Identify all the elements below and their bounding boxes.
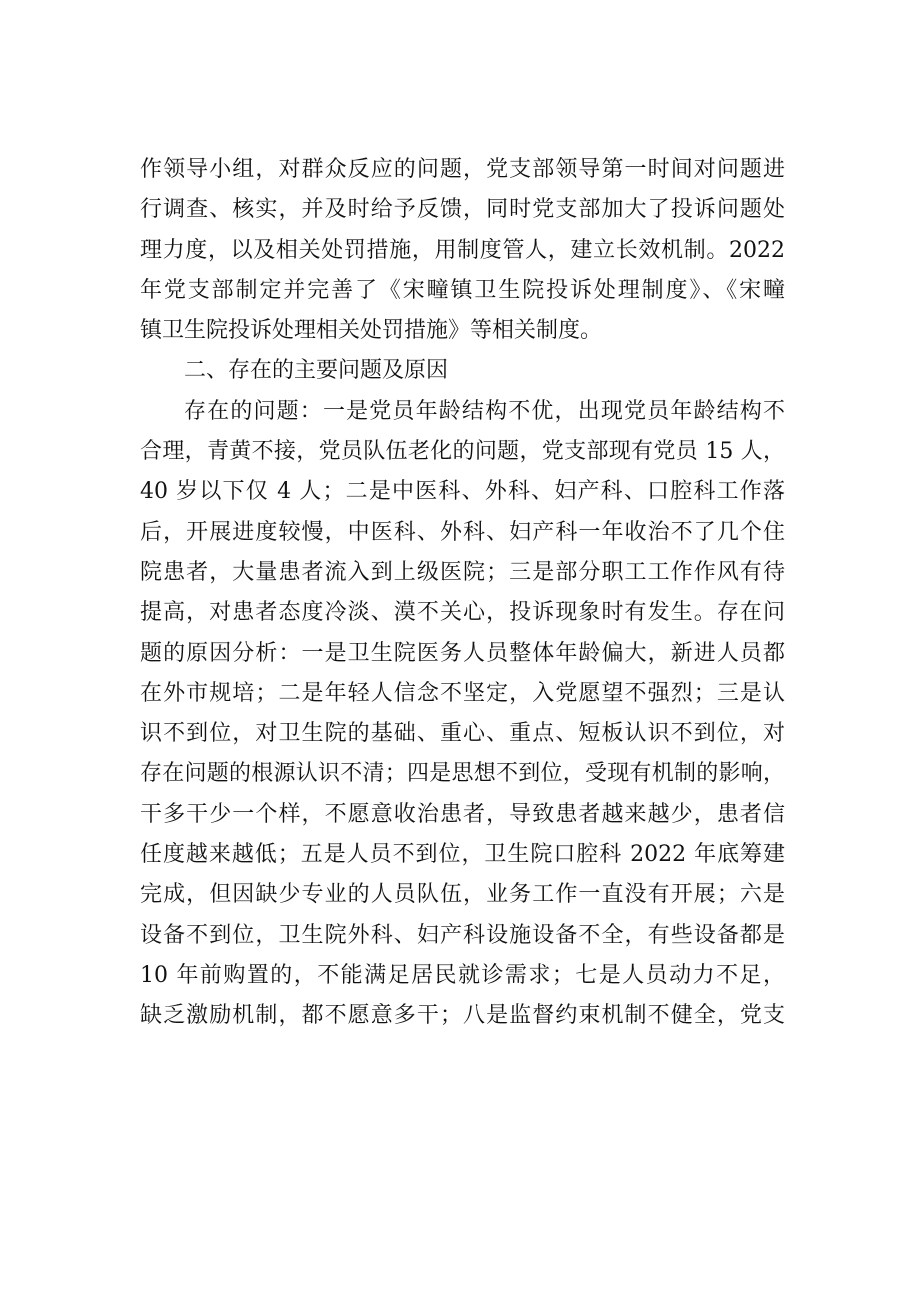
paragraph-line: 年党支部制定并完善了《宋疃镇卫生院投诉处理制度》、《宋疃 <box>140 277 785 303</box>
paragraph-line: 完成，但因缺少专业的人员队伍，业务工作一直没有开展；六是 <box>140 882 785 908</box>
paragraph-line: 任度越来越低；五是人员不到位，卫生院口腔科 2022 年底筹建 <box>140 842 785 868</box>
paragraph-line: 合理，青黄不接，党员队伍老化的问题，党支部现有党员 15 人， <box>140 439 785 465</box>
paragraph-line: 存在的问题：一是党员年龄结构不优，出现党员年龄结构不 <box>184 398 785 424</box>
paragraph-line: 院患者，大量患者流入到上级医院；三是部分职工工作作风有待 <box>140 559 785 585</box>
paragraph-line: 识不到位，对卫生院的基础、重心、重点、短板认识不到位，对 <box>140 721 785 747</box>
section-heading: 二、存在的主要问题及原因 <box>184 358 449 384</box>
document-body <box>140 150 785 1037</box>
paragraph-line: 后，开展进度较慢，中医科、外科、妇产科一年收治不了几个住 <box>140 519 785 545</box>
paragraph-line: 镇卫生院投诉处理相关处罚措施》等相关制度。 <box>140 318 603 344</box>
paragraph-line: 作领导小组，对群众反应的问题，党支部领导第一时间对问题进 <box>140 157 785 182</box>
paragraph-line: 10 年前购置的，不能满足居民就诊需求；七是人员动力不足， <box>140 962 785 988</box>
paragraph-line: 题的原因分析：一是卫生院医务人员整体年龄偏大，新进人员都 <box>140 640 785 666</box>
paragraph-line: 理力度，以及相关处罚措施，用制度管人，建立长效机制。2022 <box>140 237 785 263</box>
paragraph-line: 在外市规培；二是年轻人信念不坚定，入党愿望不强烈；三是认 <box>140 680 785 706</box>
paragraph-line: 设备不到位，卫生院外科、妇产科设施设备不全，有些设备都是 <box>140 922 785 948</box>
paragraph-line: 40 岁以下仅 4 人；二是中医科、外科、妇产科、口腔科工作落 <box>140 479 785 505</box>
paragraph-line: 存在问题的根源认识不清；四是思想不到位，受现有机制的影响， <box>140 761 785 787</box>
paragraph-line: 提高，对患者态度冷淡、漠不关心，投诉现象时有发生。存在问 <box>140 600 785 626</box>
paragraph-line: 行调查、核实，并及时给予反馈，同时党支部加大了投诉问题处 <box>140 197 785 223</box>
paragraph-line: 干多干少一个样，不愿意收治患者，导致患者越来越少，患者信 <box>140 801 785 827</box>
paragraph-line: 缺乏激励机制，都不愿意多干；八是监督约束机制不健全，党支 <box>140 1003 785 1029</box>
